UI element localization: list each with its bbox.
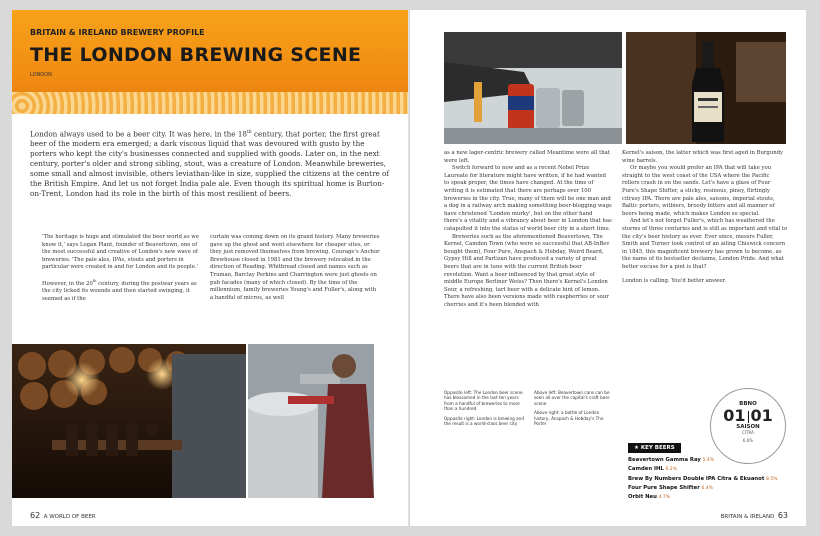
- brewer-photo: [248, 344, 374, 498]
- location-label: LONDON: [30, 72, 52, 78]
- page-folio: 62 A WORLD OF BEER: [30, 511, 96, 520]
- right-page: [410, 10, 806, 526]
- list-item: Brew By Numbers Double IPA Citra & Ekuanot 8.5%: [628, 475, 778, 482]
- porter-bottle-photo: [626, 32, 786, 144]
- body-paragraph: Breweries such as the aforementioned Beavertown, The Kernel, Camden Town (who were so successful that AB-InBev bought them), Four Pure, Anspach & Hobday, Weird Beard, Gypsy Hill and Partizan have produced a variety of great beers that are in tune with the current British beer revolution. Want a beer influenced by that great style of middle Europe Berliner Weiss? Then there's Kernel's London Sour, a refreshing, tart beer with a delicate hint of lemon. There have also been versions made with raspberries or sour cherries and it's been blended with: [444, 233, 610, 308]
- title-banner: [12, 10, 408, 114]
- body-paragraph: Switch forward to now and as a recent Nobel Prize Laureate for literature might have written, if he had wanted to speak proper, the times have changed. At the time of writing it is estimated that there are perhaps over 100 breweries in the city. True, many of them will be one man and a dog in a railway arch making something beer-blogging wags have christened 'London murky', but on the other hand there's a vitality and a vibrancy about beer in London that has catapulted it into the status of world beer city in a short time.: [444, 165, 612, 232]
- key-beers-box: [628, 434, 788, 502]
- beer-foam-decoration: [12, 92, 408, 114]
- list-item: Camden IHL 6.2%: [628, 466, 677, 473]
- page-folio: BRITAIN & IRELAND 63: [720, 511, 788, 520]
- body-paragraph: However, in the 20th century, during the postwar years as the city licked its wounds and then started swinging, it seemed as if the: [42, 278, 197, 302]
- beer-cans-photo: [444, 32, 622, 144]
- left-column-1: [42, 234, 202, 304]
- body-paragraph: as a new lager-centric brewery called Meantime were all that were left.: [444, 150, 610, 164]
- list-item: Four Pure Shape Shifter 6.4%: [628, 484, 713, 491]
- closing-line: London is calling. You'd better answer.: [622, 277, 727, 284]
- body-paragraph: Or maybe you would prefer an IPA that will take you straight to the west coast of the USA where the Pacific rollers crash in on the sands. Let's have a glass of Four Pure's Shape Shifter, a sticky, resinous, piney, flirtingly citrusy IPA. There are pale ales, saisons, imperial stouts, Baltic porters, witbiers, broody bitters and all manner of beers being made, which makes London so special.: [622, 165, 775, 217]
- photo-caption: Above left: Beavertown cans can be seen all over the capital's craft beer scene: [534, 390, 610, 406]
- photo-caption: Opposite right: London is brewing and the result is a world-class beer city: [444, 415, 524, 427]
- badge-style: SAISON: [736, 424, 760, 430]
- body-paragraph: Kernel's saison, the latter which was first aged in Burgundy wine barrels.: [622, 150, 784, 164]
- section-kicker: BRITAIN & IRELAND BREWERY PROFILE: [30, 28, 205, 37]
- body-paragraph: And let's not forget Fuller's, which has weathered the storms of three centuries and is still as important and vital to the city's beer history as ever. Ever since, messrs Fuller, Smith and Turner took control of an ailing Chiswick concern in 1845, this magnificent brewery has grown to become, as the name of its bestseller declaims, London Pride. And what better excuse for a pint is that?: [622, 218, 788, 270]
- right-column-1: [444, 150, 612, 309]
- photo-caption: Above right: a bottle of London history, Anspach & Hobday's The Porter: [534, 410, 604, 427]
- badge-hop: CITRA: [742, 430, 754, 435]
- left-page: [12, 10, 408, 526]
- captions-right: [534, 390, 614, 430]
- badge-abv: 6.6%: [742, 438, 754, 443]
- body-paragraph: curtain was coming down on its grand history. Many breweries gave up the ghost and went elsewhere for cheaper sites, or they just removed themselves from brewing. Courage's Anchor Brewhouse closed in 1981 and the brewery relocated in the direction of Reading. Whitbread closed and names such as Truman, Barclay Perkins and Charrington were just ghosts on pub facades (many of which closed). By the time of the millennium, family breweries Young's and Fuller's, along with a handful of micros, as well: [210, 234, 380, 301]
- page-title: THE LONDON BREWING SCENE: [30, 44, 362, 66]
- badge-brand: BBNO: [739, 401, 757, 407]
- quote-paragraph: 'The heritage is huge and stimulated the beer world as we know it,' says Logan Plant, founder of Beavertown, one of the most successful and creative of London's new wave of breweries. 'The pale ales, IPAs, stouts and porters in particular were created in and for London and its people.': [42, 234, 199, 271]
- list-item: Orbit Neu 4.7%: [628, 494, 671, 501]
- right-column-2: [622, 150, 788, 285]
- list-item: Beavertown Gamma Ray 5.4%: [628, 457, 714, 463]
- key-beers-heading: ★ KEY BEERS: [628, 443, 681, 453]
- left-column-2: [210, 234, 380, 302]
- captions-left: [444, 390, 528, 430]
- pub-interior-photo: [12, 344, 246, 498]
- badge-number: 01 01: [723, 406, 773, 425]
- key-beers-list: [628, 456, 788, 502]
- intro-paragraph: London always used to be a beer city. It was here, in the 18th century, that porter, the first great beer of the modern era emerged; a dark viscous liquid that was devoured with gusto by the porters who kept the city's businesses connected and supplied with goods. Later on, in the next century, porter's older and strong sibling, stout, was a creature of London. Meanwhile breweries, some small and almost invisible, others leviathan-like in size, supplied the citizens at the centre of the British Empire. And let us not forget India pale ale. Even though its spiritual home is Burton-on-Trent, London had its role in the birth of this most resilient of beers.: [30, 129, 390, 199]
- photo-caption: Opposite left: The London beer scene has blossomed in the last ten years from a handful of breweries to more than a hundred: [444, 390, 523, 412]
